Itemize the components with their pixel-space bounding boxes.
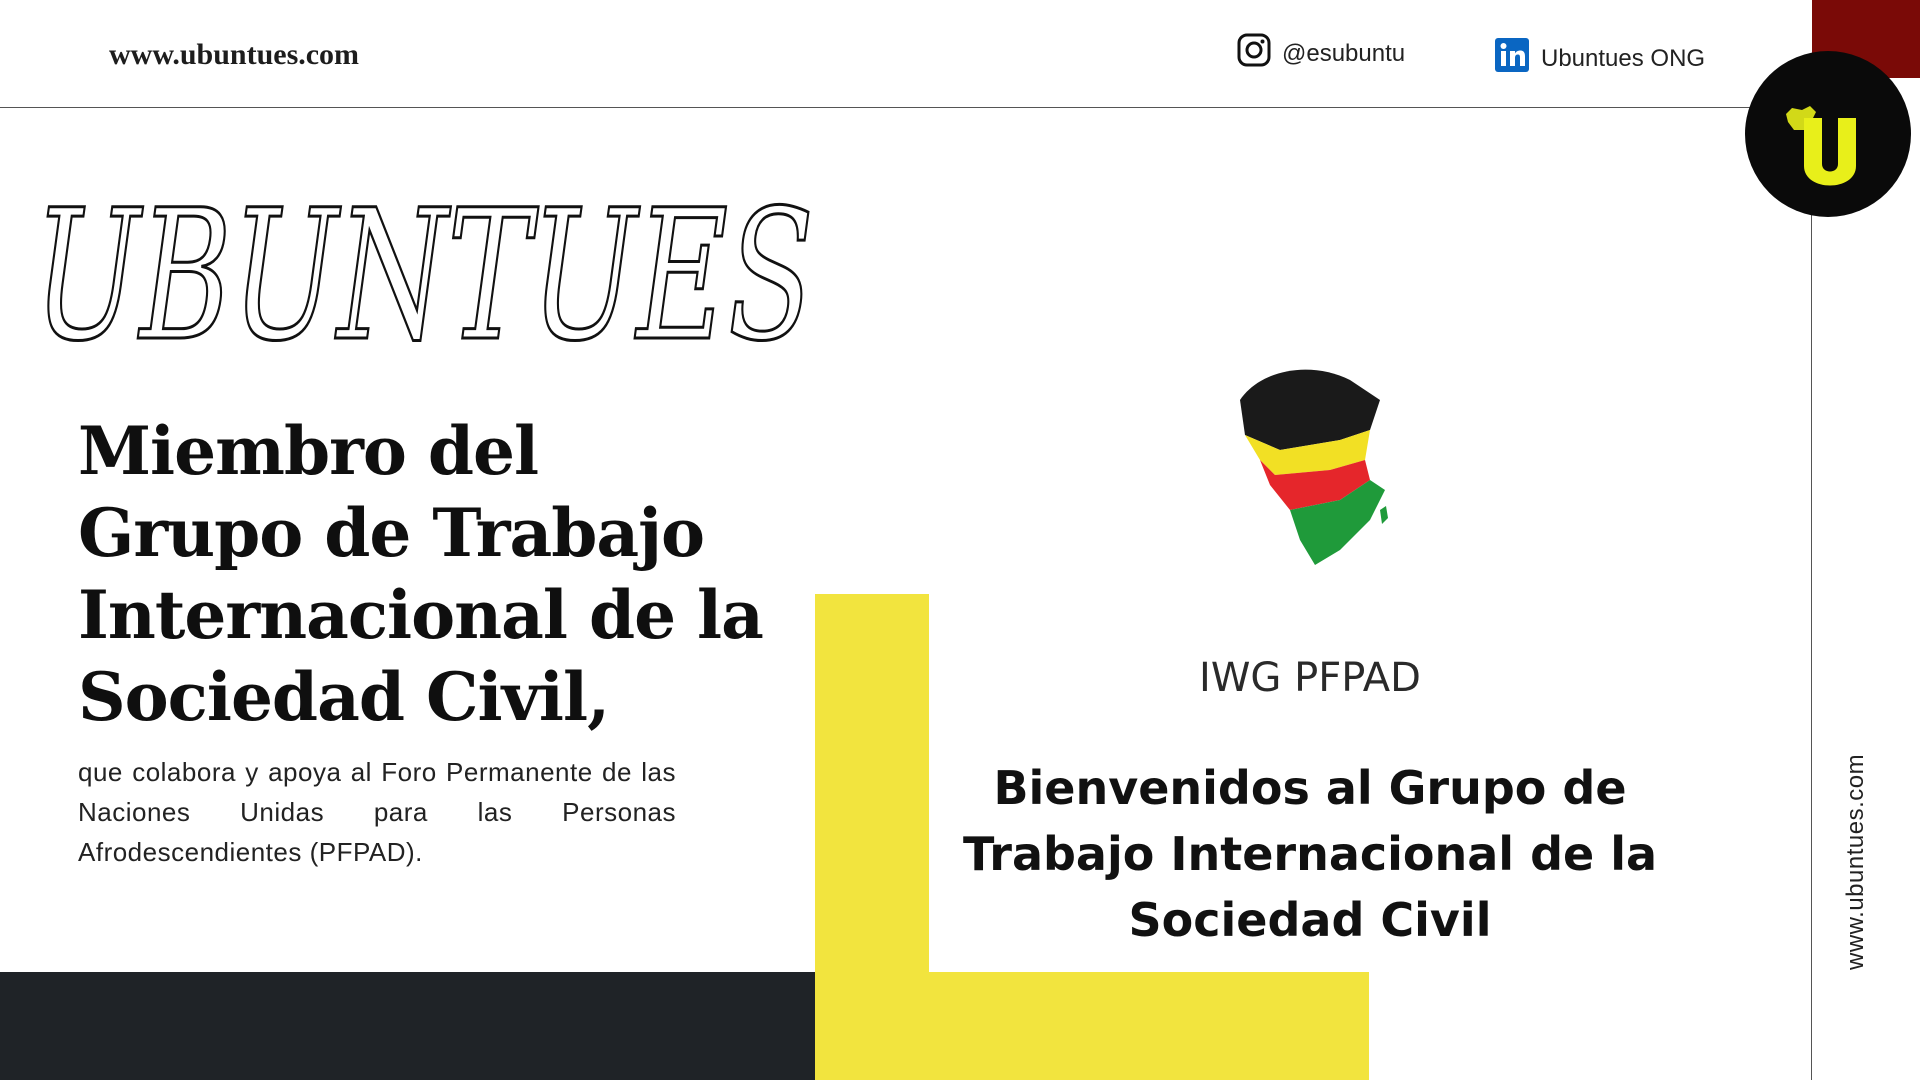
header-divider bbox=[0, 107, 1812, 108]
linkedin-icon bbox=[1493, 36, 1531, 81]
africa-map-icon bbox=[1220, 360, 1400, 570]
headline: Miembro del Grupo de Trabajo Internacional de la Sociedad Civil, bbox=[78, 412, 763, 736]
africa-u-logo-icon bbox=[1768, 74, 1888, 194]
ubuntues-logo bbox=[1745, 51, 1911, 217]
linkedin-link[interactable] bbox=[1493, 36, 1705, 81]
right-divider bbox=[1811, 212, 1812, 1080]
top-header bbox=[0, 0, 1920, 108]
ubuntues-script-title bbox=[34, 172, 834, 388]
instagram-icon bbox=[1236, 32, 1272, 75]
description: que colabora y apoya al Foro Permanente de las Naciones Unidas para las Personas Afrodescendientes (PFPAD). bbox=[78, 757, 676, 867]
organization-short-name: IWG PFPAD bbox=[1199, 655, 1421, 701]
svg-text:UBUNTUES: UBUNTUES bbox=[34, 172, 814, 381]
svg-text:U: U bbox=[1827, 146, 1829, 147]
dark-band bbox=[0, 972, 815, 1080]
instagram-link[interactable] bbox=[1236, 32, 1405, 75]
side-website-link[interactable]: www.ubuntues.com bbox=[1842, 753, 1869, 970]
yellow-accent-horizontal bbox=[815, 972, 1369, 1080]
linkedin-name: Ubuntues ONG bbox=[1541, 44, 1706, 72]
website-link[interactable]: www.ubuntues.com bbox=[109, 38, 360, 71]
instagram-handle: @esubuntu bbox=[1282, 39, 1406, 67]
welcome-heading: Bienvenidos al Grupo de Trabajo Internacional de la Sociedad Civil bbox=[962, 761, 1658, 947]
